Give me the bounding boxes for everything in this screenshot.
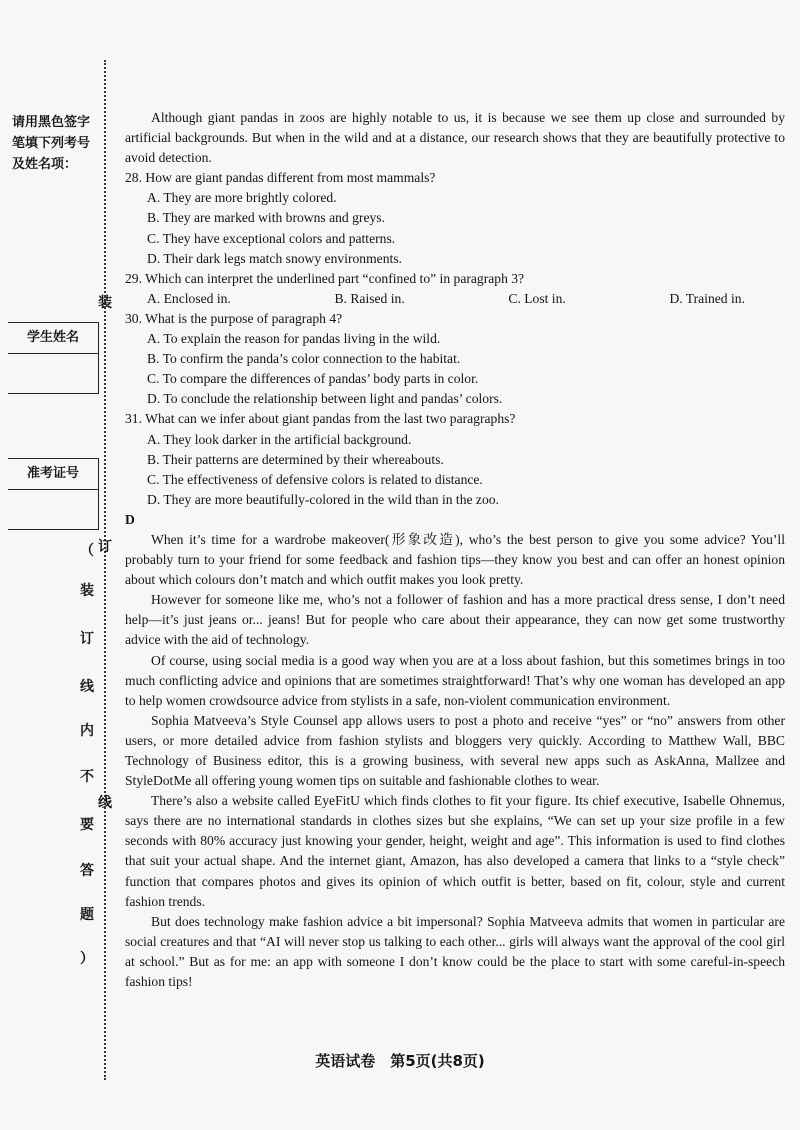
binding-margin [0,0,112,1130]
exam-id-box[interactable] [8,458,99,530]
question-28-option-b[interactable]: B. They are marked with browns and greys. [147,210,385,226]
question-29-option-d[interactable]: D. Trained in. [669,290,745,306]
question-30-option-a[interactable]: A. To explain the reason for pandas living in the wild. [147,331,441,347]
question-28-option-a[interactable]: A. They are more brightly colored. [147,190,337,206]
exam-id-label: 准考证号 [8,459,98,490]
section-d-paragraph-5: There’s also a website called EyeFitU which finds clothes to fit your figure. Its chief executive, Isabelle Ohnemus, says there are no international standards in clothes sizes but she explains, “We can set up your size profile in a few seconds with 80% accuracy just knowing your gender, height, weight and age”. This information is used to find clothes that suit your actual shape. And the internet giant, Amazon, has also developed a camera that links to a “style check” function that compares photos and gives its opinion of which outfit is better, based on fit, colour, style and current fashion trends. [125,793,785,909]
question-29-stem: 29. Which can interpret the underlined part “confined to” in paragraph 3? [125,270,525,286]
question-29-option-c[interactable]: C. Lost in. [508,290,566,306]
question-31-option-d[interactable]: D. They are more beautifully-colored in the wild than in the zoo. [147,491,499,507]
question-31-option-b[interactable]: B. Their patterns are determined by their whereabouts. [147,451,444,467]
question-31-option-a[interactable]: A. They look darker in the artificial background. [147,431,412,447]
question-28-stem: 28. How are giant pandas different from most mammals? [125,170,436,186]
page-footer: 英语试卷 第5页(共8页) [315,1052,485,1070]
question-30-option-b[interactable]: B. To confirm the panda’s color connection to the habitat. [147,351,461,367]
section-d-paragraph-4: Sophia Matveeva’s Style Counsel app allows users to post a photo and receive “yes” or “no” answers from other users, or more detailed advice from fashion stylists and bloggers very quickly. According to Matthew Wall, BBC Technology of Business editor, this is a growing business, with several new apps such as AskAnna, Mallzee and StyleDotMe all offering young women tips on suitable and fashionable clothes to wear. [125,712,785,789]
question-30-stem: 30. What is the purpose of paragraph 4? [125,310,343,326]
section-d-paragraph-1: When it’s time for a wardrobe makeover(形象改造), who’s the best person to give you some advice? You’ll probably turn to your friend for some feedback and fashion tips—they know you best and can offer an honest opinion about which colours don’t match and which outfit makes you look pretty. [125,531,785,588]
warning-char: 要 [80,817,94,833]
question-29-option-a[interactable]: A. Enclosed in. [147,290,231,306]
question-29-options [125,289,785,309]
warning-char: （ [80,543,94,559]
question-30-option-d[interactable]: D. To conclude the relationship between light and pandas’ colors. [147,391,503,407]
binding-dotted-line [104,60,106,1080]
section-d-heading: D [125,511,135,527]
exam-content [125,108,785,992]
question-31-option-c[interactable]: C. The effectiveness of defensive colors is related to distance. [147,471,483,487]
question-28-option-d[interactable]: D. Their dark legs match snowy environments. [147,250,402,266]
question-29-option-b[interactable]: B. Raised in. [334,290,405,306]
fill-instructions: 请用黑色签字笔填下列考号及姓名项： [12,115,91,172]
warning-char: 内 [80,723,94,739]
student-name-box[interactable] [8,322,99,394]
warning-char: 不 [80,769,94,785]
warning-char: 装 [80,583,94,599]
question-31-stem: 31. What can we infer about giant pandas from the last two paragraphs? [125,411,516,427]
student-name-label: 学生姓名 [8,323,98,354]
section-d-paragraph-6: But does technology make fashion advice a bit impersonal? Sophia Matveeva admits that women in particular are social creatures and that “AI will never stop us talking to each other... girls will always want the approval of the cool girl at school.” But as for me: an app with someone I don’t know could be the place to start with some careful-in-speech fashion tips! [125,913,785,990]
warning-char: 线 [80,679,94,695]
warning-char: 题 [80,907,94,923]
section-d-paragraph-3: Of course, using social media is a good way when you are at a loss about fashion, but this sometimes brings in too much conflicting advice and opinions that are sometimes straightforward! That’s why one woman has developed an app to help women crowdsource advice from stylists in a safe, non-violent communication environment. [125,652,785,708]
binding-char: 线 [98,795,112,811]
binding-char: 装 [98,295,112,311]
warning-char: 答 [80,863,94,879]
warning-char: 订 [80,631,94,647]
passage-c-final-paragraph: Although giant pandas in zoos are highly notable to us, it is because we see them up close and surrounded by artificial backgrounds. But when in the wild and at a distance, our research shows that they are beautifully protective to avoid detection. [125,110,785,166]
binding-char: 订 [98,539,112,555]
question-28-option-c[interactable]: C. They have exceptional colors and patterns. [147,230,396,246]
section-d-paragraph-2: However for someone like me, who’s not a follower of fashion and has a more practical dress sense, I don’t need help—it’s just jeans or... jeans! But for people who care about their appearance, they can now get some trustworthy advice with the aid of technology. [125,592,785,648]
warning-char: ） [80,951,94,967]
question-30-option-c[interactable]: C. To compare the differences of pandas’ body parts in color. [147,371,479,387]
